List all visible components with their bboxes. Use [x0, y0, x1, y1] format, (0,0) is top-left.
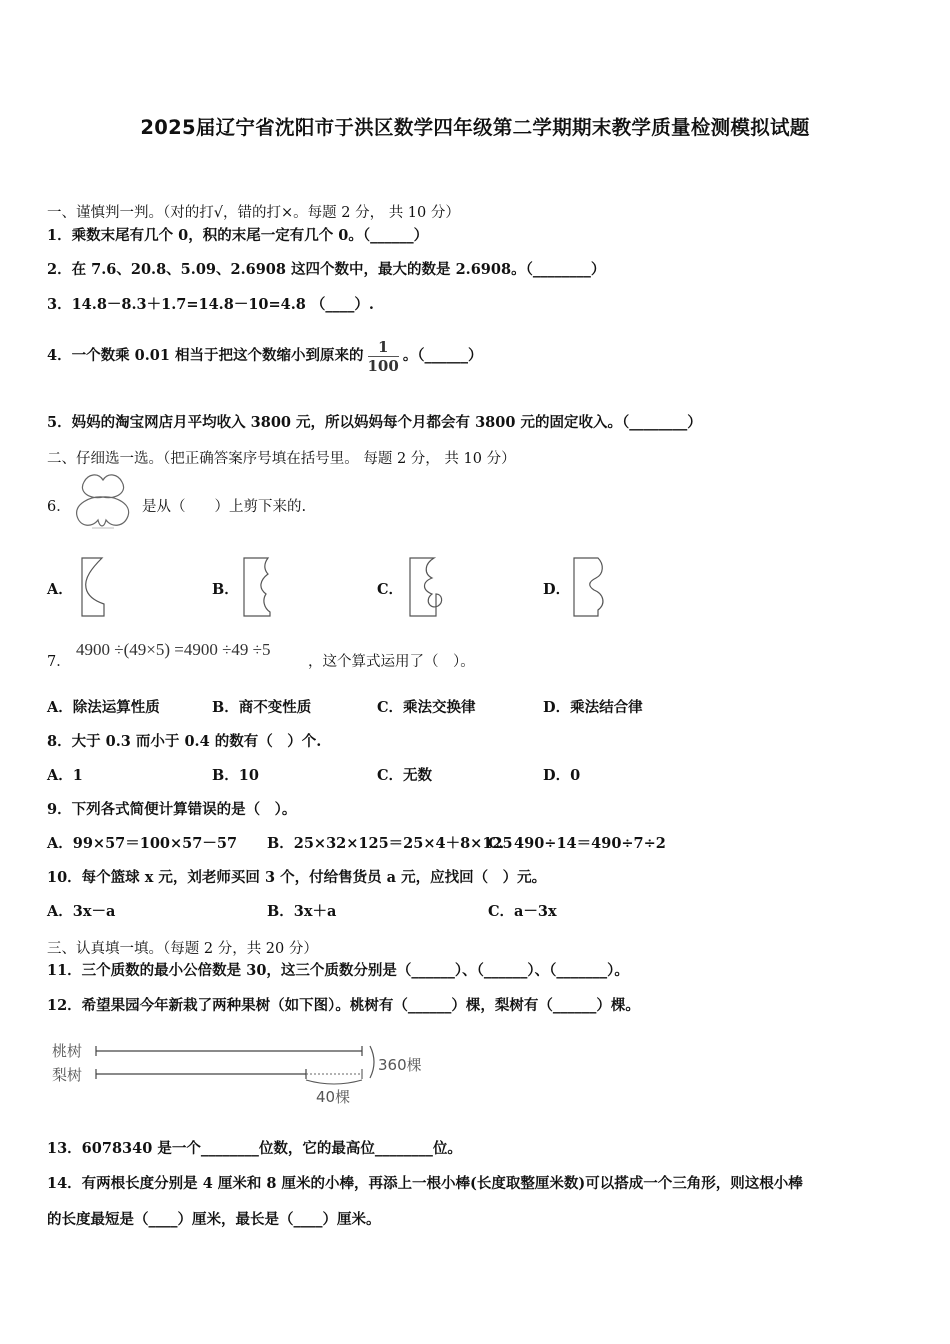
option-6-a: A．	[47, 581, 73, 598]
page-title: 2025届辽宁省沈阳市于洪区数学四年级第二学期期末教学质量检测模拟试题	[140, 116, 810, 139]
question-1: 1．乘数末尾有几个 0，积的末尾一定有几个 0。（______）	[47, 227, 429, 244]
option-9-a: A．99×57＝100×57－57	[47, 835, 238, 852]
question-7-number: 7．	[47, 654, 71, 670]
option-10-a: A．3x－a	[47, 903, 116, 920]
option-10-c: C．a－3x	[488, 903, 557, 920]
question-5: 5．妈妈的淘宝网店月平均收入 3800 元，所以妈妈每个月都会有 3800 元的固定收入。（________）	[47, 414, 702, 431]
question-14-line-2: 的长度最短是（____）厘米，最长是（____）厘米。	[47, 1211, 381, 1228]
question-6-number: 6．	[47, 499, 71, 515]
option-10-b: B．3x＋a	[267, 903, 337, 920]
option-7-c: C．乘法交换律	[377, 699, 476, 716]
question-2: 2．在 7.6、20.8、5.09、2.6908 这四个数中，最大的数是 2.6908。（________）	[47, 261, 606, 278]
section-2-heading: 二、仔细选一选。（把正确答案序号填在括号里。 每题 2 分， 共 10 分）	[47, 451, 516, 467]
option-8-d: D．0	[543, 767, 581, 784]
label-peach-tree: 桃树	[52, 1042, 83, 1060]
question-8: 8．大于 0.3 而小于 0.4 的数有（ ）个.	[47, 733, 322, 750]
question-4-blank: 。（______）	[402, 347, 483, 364]
total-trees-label: 360棵	[378, 1056, 422, 1074]
option-7-b: B．商不变性质	[212, 699, 312, 716]
segment-lines	[90, 1040, 380, 1090]
question-12: 12．希望果园今年新栽了两种果树（如下图）。桃树有（______）棵，梨树有（______）棵。	[47, 997, 640, 1014]
question-9: 9．下列各式简便计算错误的是（ ）。	[47, 801, 297, 818]
option-9-c: C．490÷14＝490÷7÷2	[488, 835, 666, 852]
fraction-denominator: 100	[367, 356, 399, 375]
cloud-shape-icon	[72, 470, 134, 532]
question-6-text: 是从（ ）上剪下来的.	[142, 499, 307, 515]
difference-label: 40棵	[316, 1088, 351, 1106]
question-13: 13．6078340 是一个________位数，它的最高位________位。	[47, 1140, 462, 1157]
option-7-d: D．乘法结合律	[543, 699, 643, 716]
section-3-heading: 三、认真填一填。（每题 2 分，共 20 分）	[47, 941, 318, 957]
question-4	[47, 337, 483, 375]
question-11: 11．三个质数的最小公倍数是 30，这三个质数分别是（______）、（______）、（_______）。	[47, 962, 629, 979]
question-14-line-1: 14．有两根长度分别是 4 厘米和 8 厘米的小棒，再添上一根小棒(长度取整厘米数)可以搭成一个三角形，则这根小棒	[47, 1175, 803, 1192]
question-7-expression: 4900 ÷(49×5) =4900 ÷49 ÷5	[76, 640, 271, 659]
label-pear-tree: 梨树	[52, 1066, 83, 1084]
option-7-a: A．除法运算性质	[47, 699, 160, 716]
fraction-numerator: 1	[368, 338, 399, 357]
option-6-d: D．	[543, 581, 571, 598]
folded-paper-d-icon	[570, 554, 610, 620]
option-9-b: B．25×32×125＝25×4＋8×125	[267, 835, 513, 852]
folded-paper-b-icon	[240, 554, 276, 620]
option-8-b: B．10	[212, 767, 259, 784]
folded-paper-c-icon	[406, 554, 446, 620]
fraction-one-hundredth	[368, 338, 399, 375]
question-3: 3．14.8－8.3＋1.7=14.8－10=4.8 （____）.	[47, 296, 374, 313]
option-6-b: B．	[212, 581, 239, 598]
option-8-a: A．1	[47, 767, 83, 784]
question-10: 10．每个篮球 x 元，刘老师买回 3 个，付给售货员 a 元，应找回（ ）元。	[47, 869, 547, 886]
option-8-c: C．无数	[377, 767, 433, 784]
option-6-c: C．	[377, 581, 404, 598]
folded-paper-a-icon	[78, 554, 108, 620]
question-7-text: ，这个算式运用了（ ）。	[308, 654, 475, 670]
section-1-heading: 一、谨慎判一判。（对的打√，错的打×。每题 2 分， 共 10 分）	[47, 205, 460, 221]
question-4-text: 4．一个数乘 0.01 相当于把这个数缩小到原来的	[47, 347, 364, 364]
